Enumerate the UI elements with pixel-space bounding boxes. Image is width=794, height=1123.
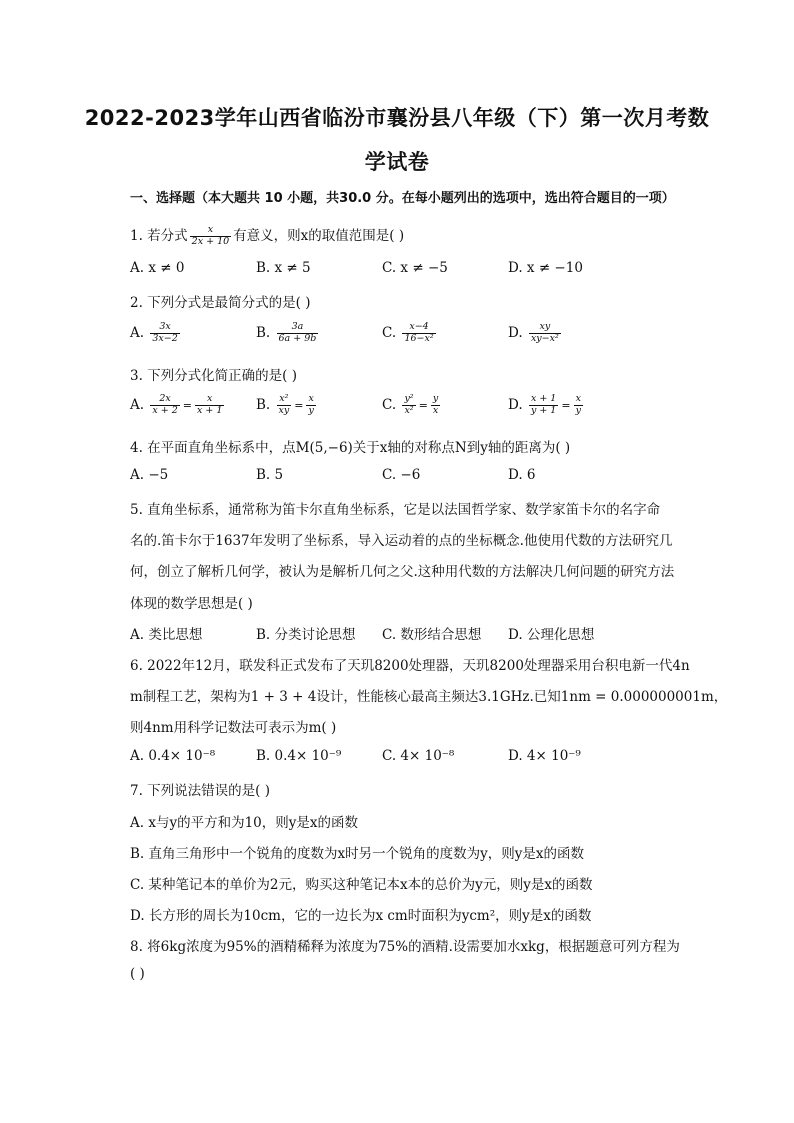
- question-6-line1: 6. 2022年12月，联发科正式发布了天玑8200处理器，天玑8200处理器采用台积电新一代4n: [130, 658, 690, 674]
- q7-option-b: B. 直角三角形中一个锐角的度数为x时另一个锐角的度数为y，则y是x的函数: [130, 846, 584, 862]
- equals-sign: =: [182, 398, 192, 412]
- q4-option-a: A. −5: [130, 467, 169, 483]
- fraction-numerator: 3a: [291, 321, 304, 332]
- fraction-numerator: xy: [539, 321, 551, 332]
- fraction-numerator: y²: [404, 393, 414, 404]
- question-6-line2: m制程工艺，架构为1 + 3 + 4设计，性能核心最高主频达3.1GHz.已知1nm = 0.000000001m，: [130, 689, 728, 705]
- q5-option-b: B. 分类讨论思想: [256, 627, 356, 643]
- option-label: C.: [382, 396, 397, 413]
- fraction-denominator: 2x + 10: [191, 236, 230, 247]
- option-fraction-right: [574, 394, 583, 417]
- fraction-denominator: xy: [278, 404, 290, 416]
- question-1-suffix: 有意义，则x的取值范围是( ): [233, 228, 405, 244]
- equals-sign: =: [294, 398, 304, 412]
- q3-option-d: [508, 394, 585, 417]
- option-label: C.: [382, 324, 397, 341]
- question-1-fraction: [190, 225, 232, 248]
- q5-option-c: C. 数形结合思想: [382, 627, 482, 643]
- option-fraction: [402, 322, 435, 345]
- fraction-numerator: y: [432, 393, 439, 404]
- fraction-numerator: x: [575, 393, 581, 404]
- fraction-numerator: x: [206, 393, 213, 404]
- fraction-numerator: x−4: [409, 321, 429, 332]
- fraction-denominator: x + 2: [152, 404, 178, 416]
- fraction-denominator: x²: [402, 405, 415, 417]
- fraction-numerator: x: [207, 224, 214, 236]
- question-5-line2: 名的.笛卡尔于1637年发明了坐标系，导入运动着的点的坐标概念.他使用代数的方法研究几: [130, 533, 673, 549]
- option-fraction: [529, 322, 561, 345]
- question-8-line1: 8. 将6kg浓度为95%的酒精稀释为浓度为75%的酒精.设需要加水xkg，根据题意可列方程为: [130, 939, 680, 955]
- q2-option-c: [382, 322, 438, 345]
- q7-option-a: A. x与y的平方和为10，则y是x的函数: [130, 815, 358, 831]
- exam-title-line1: 2022-2023学年山西省临汾市襄汾县八年级（下）第一次月考数: [84, 106, 710, 130]
- option-label: B.: [256, 324, 271, 341]
- fraction-numerator: x + 1: [530, 393, 557, 404]
- question-3: 3. 下列分式化简正确的是( ): [130, 368, 297, 384]
- option-fraction: [277, 322, 319, 345]
- question-6-line3: 则4nm用科学记数法可表示为m( ): [130, 720, 337, 736]
- q6-option-d: D. 4× 10⁻⁹: [508, 748, 581, 764]
- fraction-numerator: 3x: [159, 321, 171, 332]
- q3-option-b: [256, 394, 318, 417]
- q5-option-d: D. 公理化思想: [508, 627, 595, 643]
- option-fraction: [150, 322, 179, 345]
- equals-sign: =: [561, 398, 571, 412]
- question-4: 4. 在平面直角坐标系中，点M(5,−6)关于x轴的对称点N到y轴的距离为( ): [130, 440, 571, 456]
- q6-option-a: A. 0.4× 10⁻⁸: [130, 748, 216, 764]
- fraction-numerator: x²: [279, 393, 289, 404]
- fraction-numerator: 2x: [159, 393, 171, 404]
- option-label: B.: [256, 396, 271, 413]
- option-fraction-right: [195, 394, 224, 417]
- question-2: 2. 下列分式是最简分式的是( ): [130, 295, 311, 311]
- q4-option-c: C. −6: [382, 467, 421, 483]
- option-label: D.: [508, 324, 523, 341]
- q5-option-a: A. 类比思想: [130, 627, 203, 643]
- q3-option-a: [130, 394, 226, 417]
- q7-option-d: D. 长方形的周长为10cm，它的一边长为x cm时面积为ycm²，则y是x的函数: [130, 908, 592, 924]
- q6-option-b: B. 0.4× 10⁻⁹: [256, 748, 342, 764]
- equals-sign: =: [418, 398, 428, 412]
- fraction-denominator: 6a + 9b: [278, 332, 317, 344]
- option-label: D.: [508, 396, 523, 413]
- q2-option-a: [130, 322, 182, 345]
- q1-option-a: A. x ≠ 0: [130, 260, 185, 276]
- q7-option-c: C. 某种笔记本的单价为2元，购买这种笔记本x本的总价为y元，则y是x的函数: [130, 877, 593, 893]
- option-fraction-right: [431, 394, 440, 417]
- q4-option-b: B. 5: [256, 467, 284, 483]
- question-8-line2: ( ): [130, 966, 145, 982]
- fraction-denominator: y: [575, 404, 581, 416]
- question-5-line4: 体现的数学思想是( ): [130, 596, 253, 612]
- question-1-prefix: 1. 若分式: [130, 228, 188, 244]
- fraction-numerator: x: [308, 393, 314, 404]
- exam-title-line2: 学试卷: [364, 150, 430, 174]
- question-1: [130, 224, 404, 248]
- q4-option-d: D. 6: [508, 467, 536, 483]
- fraction-denominator: x: [431, 405, 440, 417]
- option-label: A.: [130, 396, 145, 413]
- option-fraction-left: [277, 394, 292, 417]
- q2-option-d: [508, 322, 563, 345]
- fraction-denominator: y: [308, 404, 314, 416]
- option-label: A.: [130, 324, 145, 341]
- fraction-denominator: 16−x²: [404, 332, 434, 344]
- q2-option-b: [256, 322, 320, 345]
- fraction-denominator: y + 1: [530, 404, 557, 416]
- fraction-denominator: xy−x²: [530, 332, 559, 344]
- option-fraction-left: [402, 394, 415, 417]
- q6-option-c: C. 4× 10⁻⁸: [382, 748, 455, 764]
- option-fraction-left: [529, 394, 558, 417]
- q3-option-c: [382, 394, 442, 417]
- question-5-line1: 5. 直角坐标系，通常称为笛卡尔直角坐标系，它是以法国哲学家、数学家笛卡尔的名字命: [130, 502, 661, 518]
- section-heading: 一、选择题（本大题共 10 小题，共30.0 分。在每小题列出的选项中，选出符合题目的一项）: [130, 191, 675, 206]
- q1-option-b: B. x ≠ 5: [256, 260, 311, 276]
- fraction-denominator: 3x−2: [152, 332, 178, 344]
- question-7: 7. 下列说法错误的是( ): [130, 783, 270, 799]
- option-fraction-left: [150, 394, 179, 417]
- option-fraction-right: [306, 394, 315, 417]
- question-5-line3: 何，创立了解析几何学，被认为是解析几何之父.这种用代数的方法解决几何问题的研究方法: [130, 564, 675, 580]
- q1-option-d: D. x ≠ −10: [508, 260, 583, 276]
- fraction-denominator: x + 1: [196, 404, 223, 416]
- q1-option-c: C. x ≠ −5: [382, 260, 448, 276]
